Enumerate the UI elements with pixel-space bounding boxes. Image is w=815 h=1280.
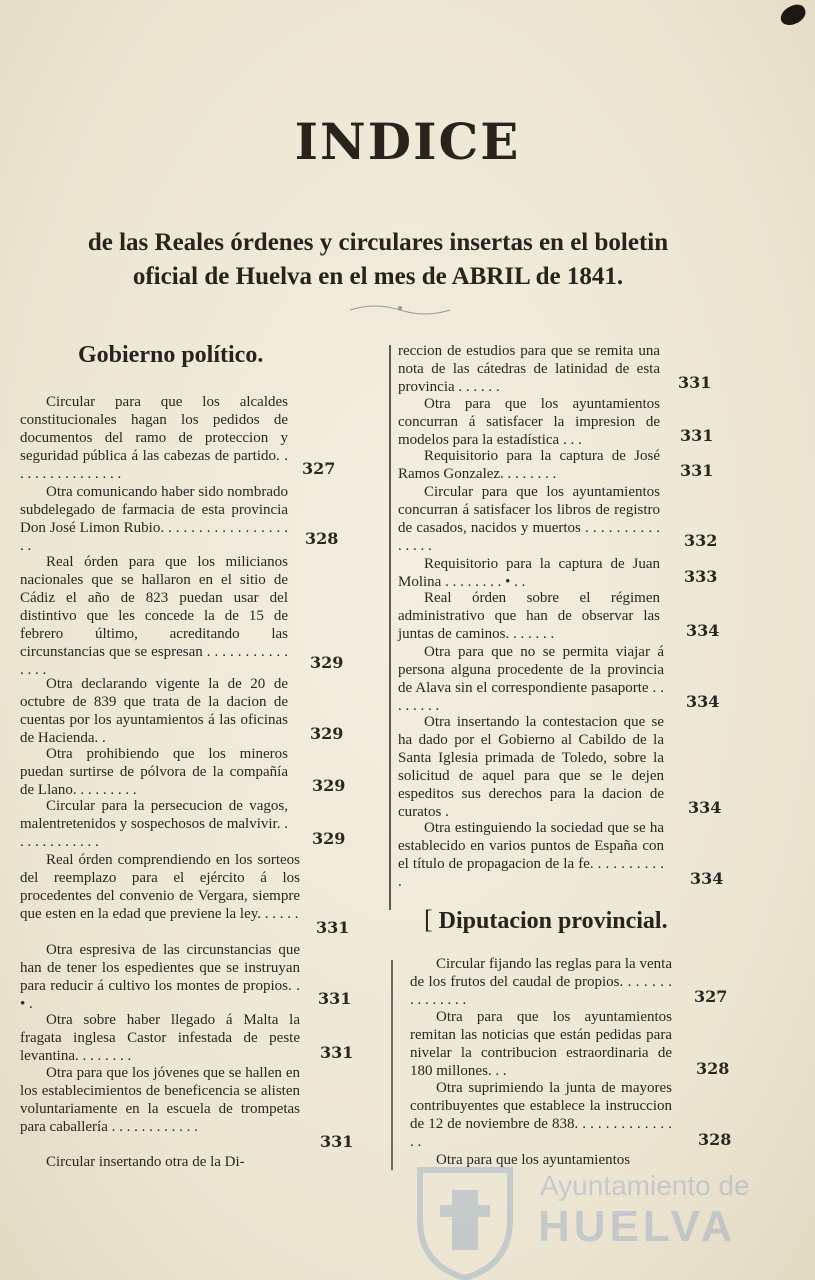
index-entry bbox=[20, 675, 288, 747]
index-entry-text: Otra sobre haber llegado á Malta la fragata inglesa Castor infestada de peste levantina. . . . . . . . bbox=[20, 1012, 300, 1064]
index-entry bbox=[20, 1153, 300, 1171]
diputacion-title-text: Diputacion provincial. bbox=[438, 908, 668, 934]
index-entry bbox=[410, 1008, 672, 1080]
section-title-gobierno: Gobierno político. bbox=[78, 342, 264, 368]
ink-blot bbox=[778, 2, 809, 28]
index-entry bbox=[20, 1011, 300, 1065]
index-entry-text: Requisitorio para la captura de Juan Molina . . . . . . . . • . . bbox=[398, 556, 660, 590]
page-number: 331 bbox=[680, 461, 714, 480]
watermark-line-2: HUELVA bbox=[538, 1202, 737, 1251]
index-entry-text: Circular para que los ayuntamientos concurran á satisfacer los libros de registro de casados, nacidos y muertos . . . . . . . . . . . . . . . bbox=[398, 484, 660, 554]
index-entry-text: reccion de estudios para que se remita una nota de las cátedras de latinidad de esta provincia . . . . . . bbox=[398, 343, 660, 395]
index-entry-text: Circular fijando las reglas para la venta de los frutos del caudal de propios. . . . . . . . . . . . . . . bbox=[410, 956, 672, 1008]
index-entry bbox=[410, 955, 672, 1009]
index-entry bbox=[398, 342, 660, 396]
index-entry bbox=[398, 819, 664, 891]
page-number: 332 bbox=[684, 531, 718, 550]
page-number: 328 bbox=[696, 1059, 730, 1078]
index-entry-text: Real órden comprendiendo en los sorteos del reemplazo para el ejército á los procedentes del convenio de Vergara, siempre que esten en la edad que previene la ley. . . . . . bbox=[20, 852, 300, 922]
index-entry bbox=[398, 483, 660, 555]
column-divider bbox=[389, 345, 391, 910]
watermark-line-1: Ayuntamiento de bbox=[540, 1170, 750, 1201]
page-number: 331 bbox=[320, 1043, 354, 1062]
page-number: 328 bbox=[698, 1130, 732, 1149]
index-entry bbox=[20, 483, 288, 555]
index-entry-text: Circular insertando otra de la Di- bbox=[46, 1154, 245, 1170]
page-number: 331 bbox=[316, 918, 350, 937]
index-entry-text: Otra para que los jóvenes que se hallen en los establecimientos de beneficencia se alisten voluntariamente en la escuela de trompetas para caballería . . . . . . . . . . . . bbox=[20, 1065, 300, 1135]
coat-of-arms-icon bbox=[410, 1160, 520, 1280]
section-title-diputacion bbox=[424, 905, 668, 935]
index-entry-text: Circular para que los alcaldes constitucionales hagan los pedidos de documentos del ramo de proteccion y seguridad pública á las cabezas de partido. . . . . . . . . . . . . . . . bbox=[20, 394, 288, 482]
index-entry-text: Otra para que los ayuntamientos bbox=[436, 1152, 631, 1168]
page-number: 334 bbox=[690, 869, 724, 888]
index-entry bbox=[398, 589, 660, 643]
page-number: 331 bbox=[678, 373, 712, 392]
page-number: 334 bbox=[688, 798, 722, 817]
index-entry bbox=[398, 555, 660, 591]
index-entry-text: Otra espresiva de las circunstancias que han de tener los espedientes que se instruyan para reducir á cultivo los montes de propios. . • . bbox=[20, 942, 300, 1012]
page-number: 331 bbox=[680, 426, 714, 445]
index-entry bbox=[20, 745, 288, 799]
index-entry bbox=[398, 395, 660, 449]
index-entry bbox=[20, 797, 288, 851]
page-subtitle bbox=[18, 226, 738, 294]
index-entry-text: Otra suprimiendo la junta de mayores contribuyentes que establece la instruccion de 12 de noviembre de 838. . . . . . . . . . . . . . . bbox=[410, 1080, 672, 1150]
page-number: 331 bbox=[320, 1132, 354, 1151]
index-entry bbox=[20, 553, 288, 679]
index-entry-text: Otra para que los ayuntamientos remitan las noticias que están pedidas para nivelar la contribucion estraordinaria de 180 millones. . . bbox=[410, 1009, 672, 1079]
index-entry bbox=[20, 393, 288, 483]
column-divider-lower bbox=[391, 960, 393, 1170]
page-number: 334 bbox=[686, 621, 720, 640]
page-number: 329 bbox=[312, 829, 346, 848]
bracket-ornament: [ bbox=[424, 905, 433, 934]
index-entry-text: Real órden para que los milicianos nacionales que se hallaron en el sitio de Cádiz el año de 823 puedan usar del distintivo que les concede la de 15 de febrero último, acreditando las circunstancias que se espresan . . . . . . . . . . . . . . . bbox=[20, 554, 288, 678]
subtitle-line-1: de las Reales órdenes y circulares insertas en el boletin bbox=[87, 229, 669, 256]
index-entry-text: Requisitorio para la captura de José Ramos Gonzalez. . . . . . . . bbox=[398, 448, 660, 482]
page-number: 327 bbox=[694, 987, 728, 1006]
page-number: 327 bbox=[302, 459, 336, 478]
page-number: 334 bbox=[686, 692, 720, 711]
index-entry-text: Otra insertando la contestacion que se ha dado por el Gobierno al Cabildo de la Santa Iglesia primada de Toledo, sobre la solicitud de aquel para que se le dejen espeditos sus derechos para la dacion de curatos . bbox=[398, 714, 664, 820]
index-entry bbox=[20, 1064, 300, 1136]
watermark bbox=[410, 1140, 750, 1280]
index-entry-text: Otra para que no se permita viajar á persona alguna procedente de la provincia de Alava sin el correspondiente pasaporte . . . . . . . . bbox=[398, 644, 664, 714]
page-number: 333 bbox=[684, 567, 718, 586]
index-entry-text: Real órden sobre el régimen administrativo que han de observar las juntas de caminos. . . . . . . bbox=[398, 590, 660, 642]
index-entry-text: Otra para que los ayuntamientos concurran á satisfacer la impresion de modelos para la estadística . . . bbox=[398, 396, 660, 448]
page-number: 328 bbox=[305, 529, 339, 548]
index-entry-text: Otra comunicando haber sido nombrado subdelegado de farmacia de esta provincia Don José Limon Rubio. . . . . . . . . . . . . . . . . . . bbox=[20, 484, 288, 554]
index-entry bbox=[20, 851, 300, 923]
index-entry-text: Otra prohibiendo que los mineros puedan surtirse de pólvora de la compañía de Llano. . . . . . . . . bbox=[20, 746, 288, 798]
subtitle-line-2: oficial de Huelva en el mes de ABRIL de 1841. bbox=[132, 263, 624, 290]
index-entry bbox=[398, 447, 660, 483]
page-title: INDICE bbox=[294, 112, 521, 171]
index-entry-text: Otra estinguiendo la sociedad que se ha establecido en varios puntos de España con el título de propagacion de la fe. . . . . . . . . . . bbox=[398, 820, 664, 890]
index-entry-text: Otra declarando vigente la de 20 de octubre de 839 que trata de la dacion de cuentas por los ayuntamientos á las oficinas de Hacienda. . bbox=[20, 676, 288, 746]
index-entry bbox=[398, 713, 664, 821]
index-entry bbox=[20, 941, 300, 1013]
index-entry bbox=[398, 643, 664, 715]
index-entry-text: Circular para la persecucion de vagos, malentretenidos y sospechosos de malvivir. . . . . . . . . . . . . bbox=[20, 798, 288, 850]
page-number: 329 bbox=[310, 653, 344, 672]
page-number: 329 bbox=[312, 776, 346, 795]
ornament-divider-icon bbox=[345, 298, 455, 318]
page-number: 329 bbox=[310, 724, 344, 743]
page-number: 331 bbox=[318, 989, 352, 1008]
